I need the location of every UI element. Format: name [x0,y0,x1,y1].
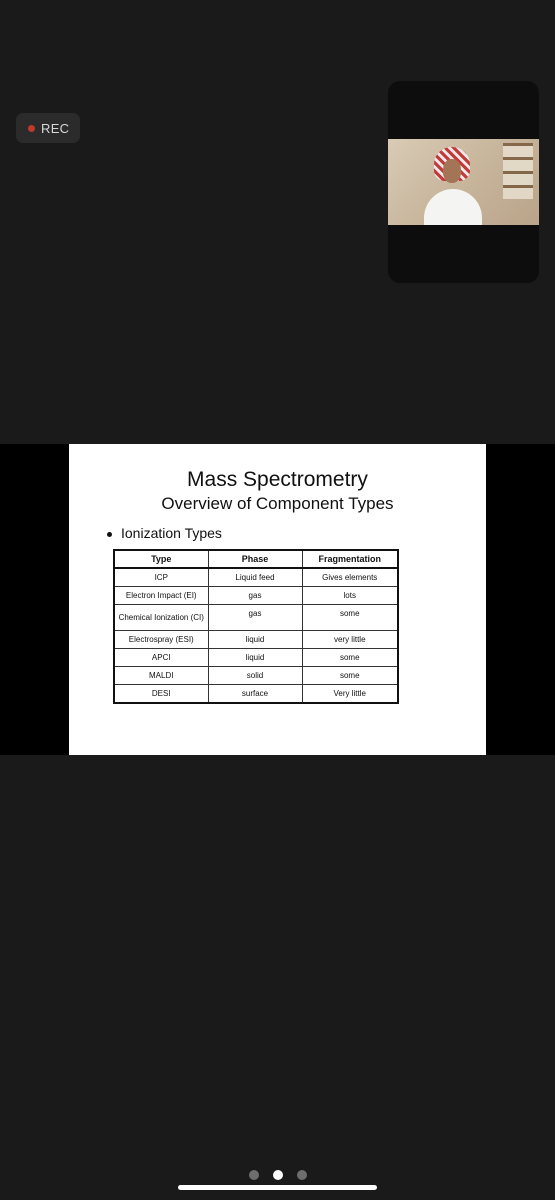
table-cell: some [302,605,398,631]
shared-screen[interactable] [0,444,555,755]
table-cell: solid [208,667,302,685]
page-dot[interactable] [297,1170,307,1180]
table-cell: MALDI [114,667,208,685]
table-cell: DESI [114,685,208,704]
page-indicator[interactable] [0,1170,555,1180]
person-face [443,159,461,183]
table-row [114,631,398,649]
bullet-icon [107,532,112,537]
bullet-item [107,525,222,541]
recording-label: REC [41,120,70,136]
slide-subtitle: Overview of Component Types [161,494,394,513]
table-header: Type [114,550,208,568]
table-cell: very little [302,631,398,649]
table-header: Phase [208,550,302,568]
table-row [114,685,398,704]
participant-video [388,139,539,225]
table-cell: surface [208,685,302,704]
table-cell: APCI [114,649,208,667]
table-cell: some [302,667,398,685]
table-header-row [114,550,398,568]
table-cell: Liquid feed [208,568,302,587]
table-cell: some [302,649,398,667]
record-dot-icon [28,125,35,132]
table-cell: Very little [302,685,398,704]
table-cell: Electrospray (ESI) [114,631,208,649]
table-row [114,587,398,605]
recording-badge [16,113,80,143]
table-cell: gas [208,605,302,631]
table-header: Fragmentation [302,550,398,568]
bullet-text: Ionization Types [121,525,222,541]
presentation-slide [69,444,486,755]
table-cell: Electron Impact (EI) [114,587,208,605]
ionization-table [113,549,399,704]
table-row [114,649,398,667]
table-row [114,605,398,631]
table-cell: Chemical Ionization (CI) [114,605,208,631]
table-row [114,667,398,685]
table-cell: ICP [114,568,208,587]
page-dot-active[interactable] [273,1170,283,1180]
table-row [114,568,398,587]
table-cell: liquid [208,631,302,649]
table-cell: liquid [208,649,302,667]
person-body [424,189,482,225]
home-indicator[interactable] [178,1185,377,1190]
table-cell: lots [302,587,398,605]
participant-video-tile[interactable] [388,81,539,283]
slide-title: Mass Spectrometry [187,468,368,491]
page-dot[interactable] [249,1170,259,1180]
background-shelf [503,143,533,199]
table-cell: gas [208,587,302,605]
table-cell: Gives elements [302,568,398,587]
